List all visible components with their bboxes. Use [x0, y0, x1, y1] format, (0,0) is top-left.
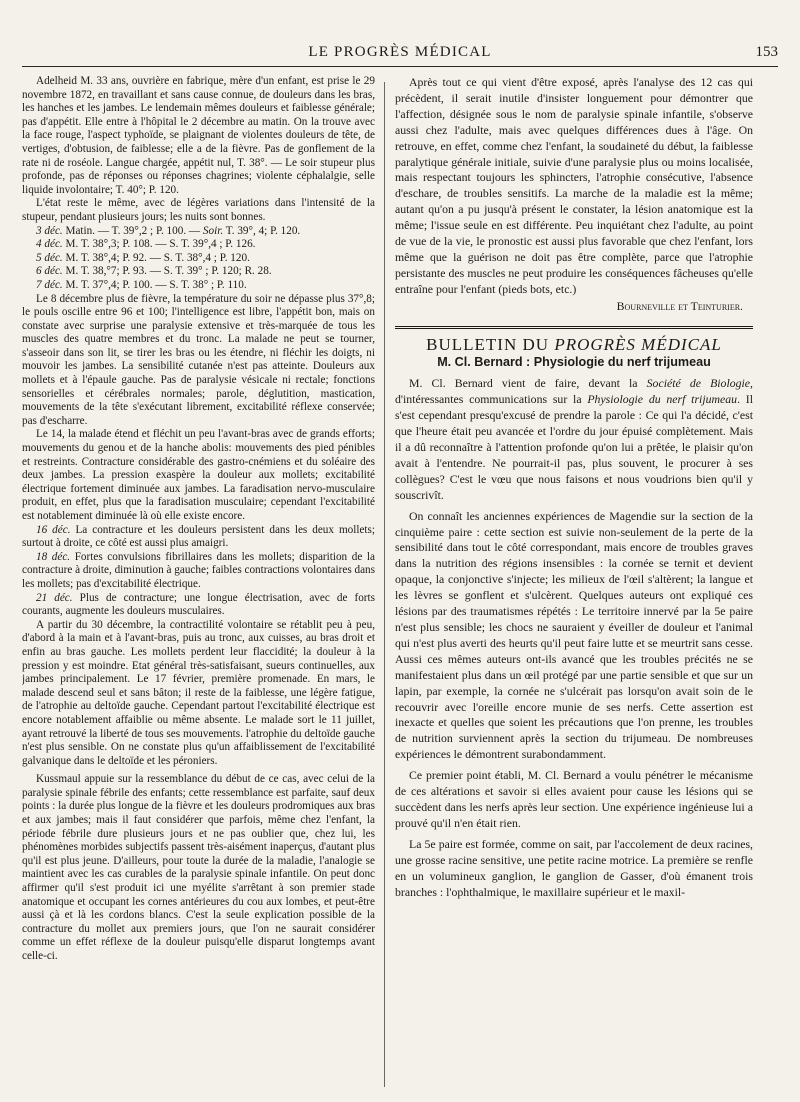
header-rule [22, 66, 778, 67]
page-number: 153 [755, 44, 778, 60]
author-signature: Bourneville et Teinturier. [616, 298, 743, 313]
observation-line: 5 déc. M. T. 38°,4; P. 92. — S. T. 38°,4 ; P. 120. [36, 251, 250, 264]
observation-date: 3 déc. [36, 224, 63, 237]
bulletin-title: BULLETIN DU PROGRÈS MÉDICAL [426, 334, 722, 354]
bulletin-subtitle: M. Cl. Bernard : Physiologie du nerf trijumeau [437, 354, 711, 369]
observation-line: 7 déc. M. T. 37°,4; P. 100. — S. T. 38° ; P. 110. [36, 278, 247, 291]
observation-line: 4 déc. M. T. 38°,3; P. 108. — S. T. 39°,4 ; P. 126. [36, 238, 256, 251]
bulletin-paragraph-4: La 5e paire est formée, comme on sait, par l'accolement de deux racines, une grosse racine sensitive, une petite racine motrice. La première se renfle en un volumineux ganglion, le ganglion de Gasser, d'où émanent trois branches : l'ophthalmique, le maxillaire supérieur et le maxil- [395, 836, 753, 899]
observation-date: 6 déc. [36, 265, 63, 278]
observation-date: 5 déc. [36, 251, 63, 264]
paragraph-dec-18: 18 déc. Fortes convulsions fibrillaires dans les mollets; disparition de la contracture à droite, diminution à gauche; faibles contractions volontaires dans les mollets; pas d'excitabilité électrique. [22, 550, 375, 590]
observation-line: 6 déc. M. T. 38,°7; P. 93. — S. T. 39° ; P. 120; R. 28. [36, 265, 272, 278]
right-column [395, 75, 753, 900]
observation-line: 3 déc. Matin. — T. 39°,2 ; P. 100. — Soir. T. 39°, 4; P. 120. [36, 224, 301, 237]
bulletin-paragraph-3: Ce premier point établi, M. Cl. Bernard a voulu pénétrer le mécanisme de ces altérations et savoir si elles avaient pour cause les lésions qui se succèdent dans les nerfs après leur section. Une expérience ingénieuse lui a prouvé qu'il n'en était rien. [395, 768, 753, 830]
page-header [22, 44, 778, 68]
state-paragraph: L'état reste le même, avec de légères variations dans l'intensité de la stupeur, pendant plusieurs jours; les nuits sont bonnes. [22, 197, 375, 223]
paragraph-dec-21: 21 déc. Plus de contracture; une longue électrisation, avec de forts courants, augmente les douleurs musculaires. [22, 591, 375, 618]
paragraph-conclusion: Après tout ce qui vient d'être exposé, après l'analyse des 12 cas qui précèdent, il serait inutile d'insister longuement pour démontrer que l'affection, désignée sous le nom de paralysie spinale infantile, s'observe aussi chez l'adulte, mais avec quelques différences dues à l'âge. On retrouve, en effet, comme chez l'enfant, la soudaineté du début, la faiblesse paralytique générale initiale, suivie d'une paralysie plus ou moins localisée, mais respectant toujours les sphincters, l'atrophie consécutive, l'absence d'eschare, de troubles sensitifs. La marche de la maladie est la même; autant qu'on a pu jusqu'à présent le constater, la lésion anatomique est la même; l'issue seule en est différente. Peu inquiétant chez l'adulte, au point de vue de la vie, le pronostic est aussi plus favorable que chez l'enfant, lors même que la guérison ne doit pas être complète, parce que l'atrophie persistante des muscles ne peut produire les conséquences fâcheuses qu'elle entraîne pour l'enfant (pieds bots, etc.) [395, 75, 753, 296]
bulletin-rule [395, 326, 753, 329]
left-column [22, 75, 375, 964]
paragraph-recovery: A partir du 30 décembre, la contractilité volontaire se rétablit peu à peu, d'abord à la main et à l'avant-bras, puis au tronc, aux cuisses, au bras droit et enfin au bras gauche. Les mollets perdent leur flaccidité; la douleur à la pression y est moindre. Etat général très-satisfaisant, sueurs continuelles, aux jambes principalement. Le 17 février, première promenade. En mars, le malade descend seul et sans bâton; il reste de la faiblesse, une légère fatigue, de l'atrophie au deltoïde gauche. Cependant partout l'excitabilité électrique est encore notablement affaiblie ou même absente. Le malade sort le 11 juillet, ayant retrouvé la liberté de tous ses mouvements. l'atrophie du deltoïde gauche n'est plus sensible. On ne constate plus qu'un affaiblissement de l'excitabilité galvanique dans le deltoïde et les péroniers. [22, 618, 375, 767]
bulletin-paragraph-1: M. Cl. Bernard vient de faire, devant la Société de Biologie, d'intéressantes communications sur la Physiologie du nerf trijumeau. Il s'est cependant presqu'excusé de prendre la parole : Ce qui l'a décidé, c'est que l'heure était peu avancée et l'ordre du jour épuisé complètement. Mais il a dû reconnaître à l'attention profonde qu'on lui a prêtée, le plaisir qu'on avait à l'entendre. Ne pourrait-il pas, plus souvent, le procurer à ses collègues? C'est le vœu que nous faisons et nous voudrions bien qu'il y souscrivît. [395, 376, 753, 502]
journal-title: LE PROGRÈS MÉDICAL [308, 44, 492, 60]
case-intro: Adelheid M. 33 ans, ouvrière en fabrique, mère d'un enfant, est prise le 29 novembre 1872, en travaillant et sans cause connue, de douleurs dans les bras, les hanches et les jambes. Le lendemain mêmes douleurs et faiblesse générale; pas d'appétit. Elle entre à l'hôpital le 2 décembre au matin. On la trouve avec la face rouge, l'aspect typhoïde, se plaignant de violentes douleurs de tête, de vertiges, d'obtusion, de faiblesse; elle a de la fièvre. Pas de gonflement de la rate ni de roséole. Langue chargée, appétit nul, T. 38°. — Le soir stupeur plus profonde, pas de réponses ou réponses chagrines; violente céphalalgie, selle liquide involontaire; T. 40°; P. 120. [22, 75, 375, 196]
observation-date: 7 déc. [36, 278, 63, 291]
paragraph-kussmaul: Kussmaul appuie sur la ressemblance du début de ce cas, avec celui de la paralysie spinale fébrile des enfants; cette ressemblance est parfaite, sauf deux points : la durée plus longue de la fièvre et les douleurs prodromiques aux bras et aux jambes; mais il faut considérer que parfois, même chez l'enfant, la période fébrile dure plusieurs jours et ne pas oublier que, chez lui, les phénomènes morbides subjectifs passent très-aisément inaperçus, d'autant plus qu'il est plus jeune. D'ailleurs, pour toute la durée de la maladie, l'analogie se maintient avec les cas curables de la paralysie spinale infantile. On peut donc affirmer qu'il s'est produit ici une myélite s'arrêtant à son premier stade anatomique et occupant les cornes antérieures du cou aux lombes, et peut-être aussi çà et là les cordons blancs. C'est la seule explication possible de la contracture du mollet aux premiers jours, que l'on ne saurait considérer comme un effet réflexe de la douleur puisqu'elle disparut longtemps avant celle-ci. [22, 773, 375, 962]
paragraph-dec-14: Le 14, la malade étend et fléchit un peu l'avant-bras avec de grands efforts; mouvements du genou et de la hanche abolis: mouvements des pied pénibles et restreints. Contracture considérable des gastro-cnémiens et du soléaire des deux jambes. La pression exaspère la douleur aux mollets; excitabilité électrique fortement diminuée aux jambes. La faradisation nervo-musculaire produit, en effet, plus que la faradisation musculaire; cependant l'excitabilité est notablement diminuée là où elle existe encore. [22, 428, 375, 522]
observation-date: 4 déc. [36, 238, 63, 251]
bulletin-paragraph-2: On connaît les anciennes expériences de Magendie sur la section de la cinquième paire : cette section est suivie non-seulement de la perte de la sensibilité dans tout le côté correspondant, mais encore de troubles graves dans la nutrition des régions insensibles : la cornée se ternit et devient opaque, la conjonctive s'injecte; les milieux de l'œil s'altèrent; la langue et les lèvres se gonflent et s'ulcèrent. Quelques auteurs ont expliqué ces lésions par des traumatismes répétés : Le territoire innervé par la 5e paire n'est plus sensible; les chocs ne sauraient y éveiller de douleur et l'animal qui n'est plus averti des heurts qu'il peut faire lutte et se meurtrit sans cesse. Aussi ces mêmes auteurs ont-ils avancé que les troubles précités ne se manifestaient plus dans un œil protégé par une partie sensible et que sur un lapin, par exemple, la cornée ne s'ulcérait pas lorsqu'on avait soin de le recouvrir avec l'oreille encore munie de ses nerfs. Cette assertion est inexacte et quelles que soient les précautions que l'on prenne, les troubles de nutrition surviennent après la section du trijumeau. De nombreuses expériences le démontrent surabondamment. [395, 508, 753, 762]
paragraph-dec-16: 16 déc. La contracture et les douleurs persistent dans les deux mollets; surtout à droite, ce côté est aussi plus amaigri. [22, 523, 375, 550]
column-divider [384, 82, 385, 1087]
paragraph-dec-8: Le 8 décembre plus de fièvre, la température du soir ne dépasse plus 37°,8; le pouls oscille entre 96 et 100; l'intelligence est libre, l'appétit bon, mais on constate avec surprise une paralysie extensive et très-marquée de tous les muscles des quatre membres et du tronc. La malade ne peut se tourner, s'asseoir dans son lit, se tirer les bras ou les étendre, ni fléchir les doigts, ni mouvoir les jambes. La sensibilité cutanée n'est pas atteinte. Douleurs aux mollets et à l'épaule gauche. Pas de paralysie vésicale ni rectale; fonctions sensorielles et cérébrales normales; parole, déglutition, mastication, mouvements de la tête s'exécutant librement, excitabilité réflexe conservée; pas d'escharre. [22, 292, 375, 427]
